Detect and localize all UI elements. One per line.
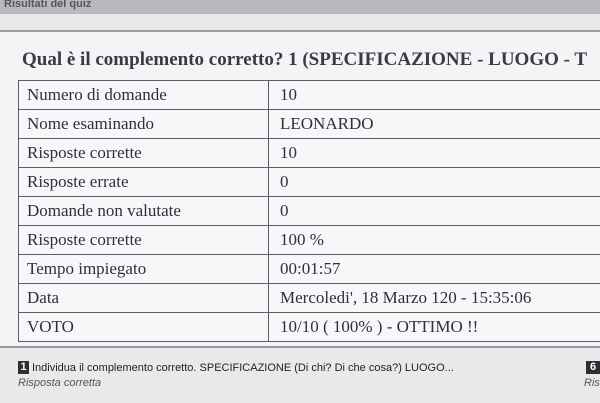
row-value: LEONARDO	[269, 110, 600, 139]
table-row	[19, 81, 600, 110]
table-row	[19, 313, 600, 342]
row-label: VOTO	[19, 313, 269, 342]
answer-status: Ris	[584, 377, 600, 389]
row-value: 00:01:57	[269, 255, 600, 284]
header-title: Risultati del quiz	[4, 0, 92, 10]
row-value: 100 %	[269, 226, 600, 255]
row-value: 0	[269, 197, 600, 226]
answer-status: Risposta corretta	[18, 377, 102, 389]
table-row	[19, 284, 600, 313]
row-value: Mercoledi', 18 Marzo 120 - 15:35:06	[269, 284, 600, 313]
row-label: Risposte corrette	[19, 139, 269, 168]
window-header	[0, 0, 600, 14]
row-label: Numero di domande	[19, 81, 269, 110]
row-label: Tempo impiegato	[19, 255, 269, 284]
row-value: 10	[269, 81, 600, 110]
row-value: 10/10 ( 100% ) - OTTIMO !!	[269, 313, 600, 342]
quiz-title: Qual è il complemento corretto? 1 (SPECIFICAZIONE - LUOGO - T	[22, 49, 588, 70]
row-label: Domande non valutate	[19, 197, 269, 226]
row-label: Data	[19, 284, 269, 313]
results-table	[18, 80, 600, 342]
table-row	[19, 110, 600, 139]
row-label: Risposte corrette	[19, 226, 269, 255]
question-text-link[interactable]: Individua il complemento corretto. SPECIFICAZIONE (Di chi? Di che cosa?) LUOGO...	[32, 362, 454, 374]
row-label: Risposte errate	[19, 168, 269, 197]
question-number-badge[interactable]: 6	[586, 361, 600, 374]
table-row	[19, 168, 600, 197]
row-value: 0	[269, 168, 600, 197]
row-value: 10	[269, 139, 600, 168]
row-label: Nome esaminando	[19, 110, 269, 139]
question-review-list	[0, 355, 600, 403]
table-row	[19, 255, 600, 284]
table-row	[19, 197, 600, 226]
question-number-badge[interactable]: 1	[18, 361, 29, 374]
table-row	[19, 139, 600, 168]
table-row	[19, 226, 600, 255]
